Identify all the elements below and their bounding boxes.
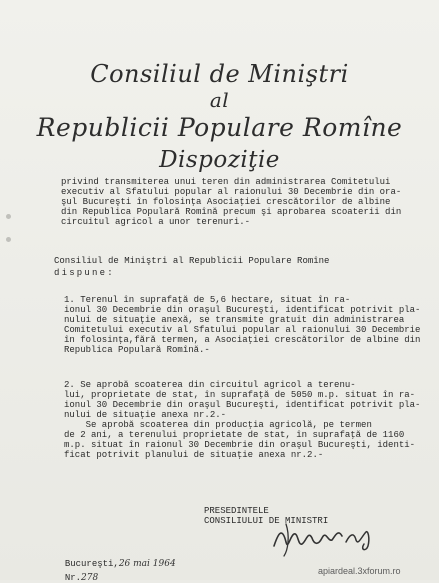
article-1: 1. Terenul în suprafaţă de 5,6 hectare, situat în ra- ionul 30 Decembrie din oraşul Bucureşti, identificat potrivit pla- nului de situaţie anexă, se transmite gratuit din administrarea Comitetului executiv al Sfatului popular al raionului 30 Decembrie în folosinţa,fără termen, a Asociaţiei crescătorilor de albine din Republica Populară Romînă.- — [64, 295, 421, 355]
preamble-line: Consiliul de Miniştri al Republicii Populare Romîne — [54, 256, 330, 266]
place: Bucureşti, — [64, 559, 119, 569]
punch-hole — [6, 237, 11, 242]
preamble-dispune: dispune: — [54, 268, 115, 278]
number-label: Nr. — [64, 573, 82, 583]
signature-title: PRESEDINTELE CONSILIULUI DE MINISTRI — [204, 506, 329, 526]
document-number-line — [54, 563, 98, 583]
handwritten-signature — [268, 516, 378, 558]
issuer-connector: al — [209, 88, 230, 112]
subject-paragraph: privind transmiterea unui teren din administrarea Comitetului executiv al Sfatului popular al raionului 30 Decembrie din ora- şul Bucureşti în folosinţa Asociaţiei crescătorilor de albine din Republica Populară Romînă precum şi aprobarea scoaterii din circuitul agricol a unor terenuri.- — [61, 177, 402, 227]
handwritten-number: 278 — [81, 573, 99, 583]
issuer-heading: Consiliul de Miniştri — [90, 60, 349, 88]
issuer-country: Republicii Populare Romîne — [36, 113, 403, 142]
document-title: Dispoziţie — [159, 147, 280, 173]
punch-hole — [6, 214, 11, 219]
handwritten-date: 26 mai 1964 — [118, 559, 176, 569]
article-2: 2. Se aprobă scoaterea din circuitul agricol a terenu- lui, proprietate de stat, în suprafaţă de 5050 m.p. situat în ra- ionul 30 Decembrie din oraşul Bucureşti, identificat potrivit pla- nului de situaţie anexa nr.2.- Se aprobă scoaterea din producţia agricolă, pe termen de 2 ani, a terenului proprietate de stat, în suprafaţă de 1160 m.p. situat în raionul 30 Decembrie din oraşul Bucureşti, identi- ficat potrivit planului de situaţie anexa nr.2.- — [64, 380, 421, 460]
watermark-text: apiardeal.3xforum.ro — [318, 566, 401, 576]
